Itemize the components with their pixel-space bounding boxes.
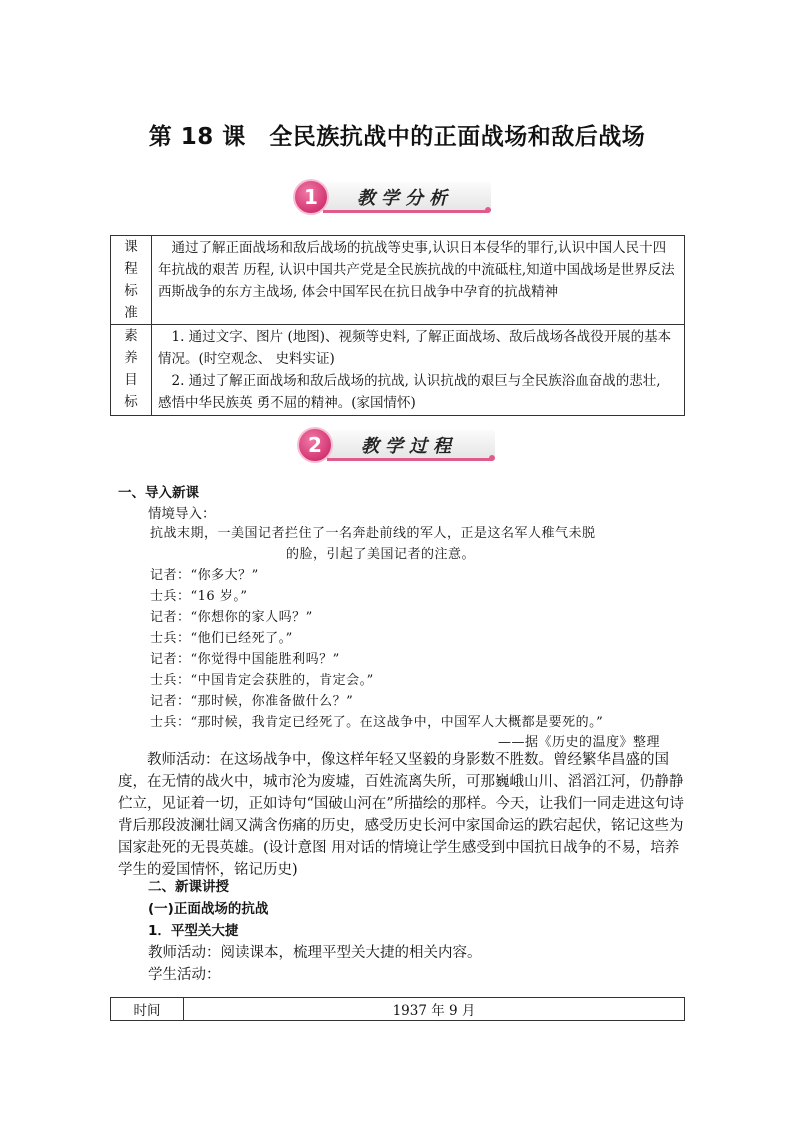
- battle-info-table: [110, 997, 685, 1021]
- dialogue-line: 记者：“你多大？”: [150, 568, 259, 583]
- badge-number: 1: [293, 179, 329, 215]
- table-row: [111, 236, 685, 325]
- row-content-curriculum: [152, 236, 685, 325]
- badge-number: 2: [297, 427, 333, 463]
- goal-1-text: 1. 通过文字、图片 (地图)、视频等史料, 了解正面战场、敌后战场各战役开展的基本情况。(时空观念、 史料实证): [158, 329, 672, 367]
- dialogue-line: 士兵：“那时候，我肯定已经死了。在这战争中，中国军人大概都是要死的。”: [150, 715, 604, 730]
- table-cell-label: 时间: [111, 998, 184, 1021]
- dialogue-line: 记者：“你觉得中国能胜利吗？”: [150, 652, 340, 667]
- row-header-goals: 素养目标: [111, 325, 152, 416]
- badge-label: 教学分析: [357, 188, 453, 209]
- teacher-paragraph: 教师活动：在这场战争中，像这样年轻又坚毅的身影数不胜数。曾经繁华昌盛的国度，在无情的战火中，城市沦为废墟，百姓流离失所，可那巍峨山川、滔滔江河，仍静静伫立，见证着一切，正如诗句“国破山河在”所描绘的那样。今天，让我们一同走进这句诗背后那段波澜壮阔又满含伤痛的历史，感受历史长河中家国命运的跌宕起伏，铭记这些为国家赴死的无畏英雄。(设计意图 用对话的情境让学生感受到中国抗日战争的不易，培养学生的爱国情怀，铭记历史): [118, 752, 684, 878]
- goal-2-text: 2. 通过了解正面战场和敌后战场的抗战, 认识抗战的艰巨与全民族浴血奋战的悲壮, 感悟中华民族英 勇不屈的精神。(家国情怀): [158, 373, 661, 411]
- section-badge-process: [297, 427, 502, 467]
- intro-label: 情境导入：: [148, 506, 216, 522]
- dialogue-line: 士兵：“他们已经死了。”: [150, 631, 293, 646]
- story-line-1: 抗战末期，一美国记者拦住了一名奔赴前线的军人，正是这名军人稚气未脱: [150, 526, 596, 541]
- item-heading: 1．平型关大捷: [148, 923, 239, 939]
- section-intro-heading: 一、导入新课: [118, 485, 199, 501]
- badge-dot-icon: [485, 207, 491, 213]
- story-source: ——据《历史的温度》整理: [498, 735, 661, 750]
- dialogue-line: 记者：“你想你的家人吗？”: [150, 610, 313, 625]
- table-row: [111, 998, 685, 1021]
- badge-dot-icon: [489, 455, 495, 461]
- table-row: [111, 325, 685, 416]
- page-title: 第 18 课 全民族抗战中的正面战场和敌后战场: [148, 124, 646, 150]
- story-line-2: 的脸，引起了美国记者的注意。: [286, 547, 476, 562]
- table-cell-value: 1937 年 9 月: [184, 998, 685, 1021]
- row-content-goals: [152, 325, 685, 416]
- section-new-lesson-heading: 二、新课讲授: [148, 879, 229, 895]
- badge-banner: [327, 430, 495, 461]
- subsection-heading: (一)正面战场的抗战: [148, 901, 269, 917]
- analysis-table: [110, 235, 685, 416]
- badge-label: 教学过程: [361, 436, 457, 457]
- dialogue-line: 记者：“那时候，你准备做什么？”: [150, 694, 354, 709]
- badge-banner: [323, 182, 491, 213]
- section-badge-analysis: [293, 179, 498, 219]
- curriculum-text: 通过了解正面战场和敌后战场的抗战等史事,认识日本侵华的罪行,认识中国人民十四年抗战的艰苦 历程, 认识中国共产党是全民族抗战的中流砥柱,知道中国战场是世界反法西斯战争的东方主战场, 体会中国军民在抗日战争中孕育的抗战精神: [158, 240, 675, 300]
- teacher-activity-text: 教师活动：阅读课本，梳理平型关大捷的相关内容。: [148, 945, 482, 961]
- student-activity-text: 学生活动：: [148, 967, 221, 983]
- dialogue-line: 士兵：“中国肯定会获胜的，肯定会。”: [150, 673, 374, 688]
- dialogue-line: 士兵：“16 岁。”: [150, 589, 248, 604]
- row-header-curriculum: 课程标准: [111, 236, 152, 325]
